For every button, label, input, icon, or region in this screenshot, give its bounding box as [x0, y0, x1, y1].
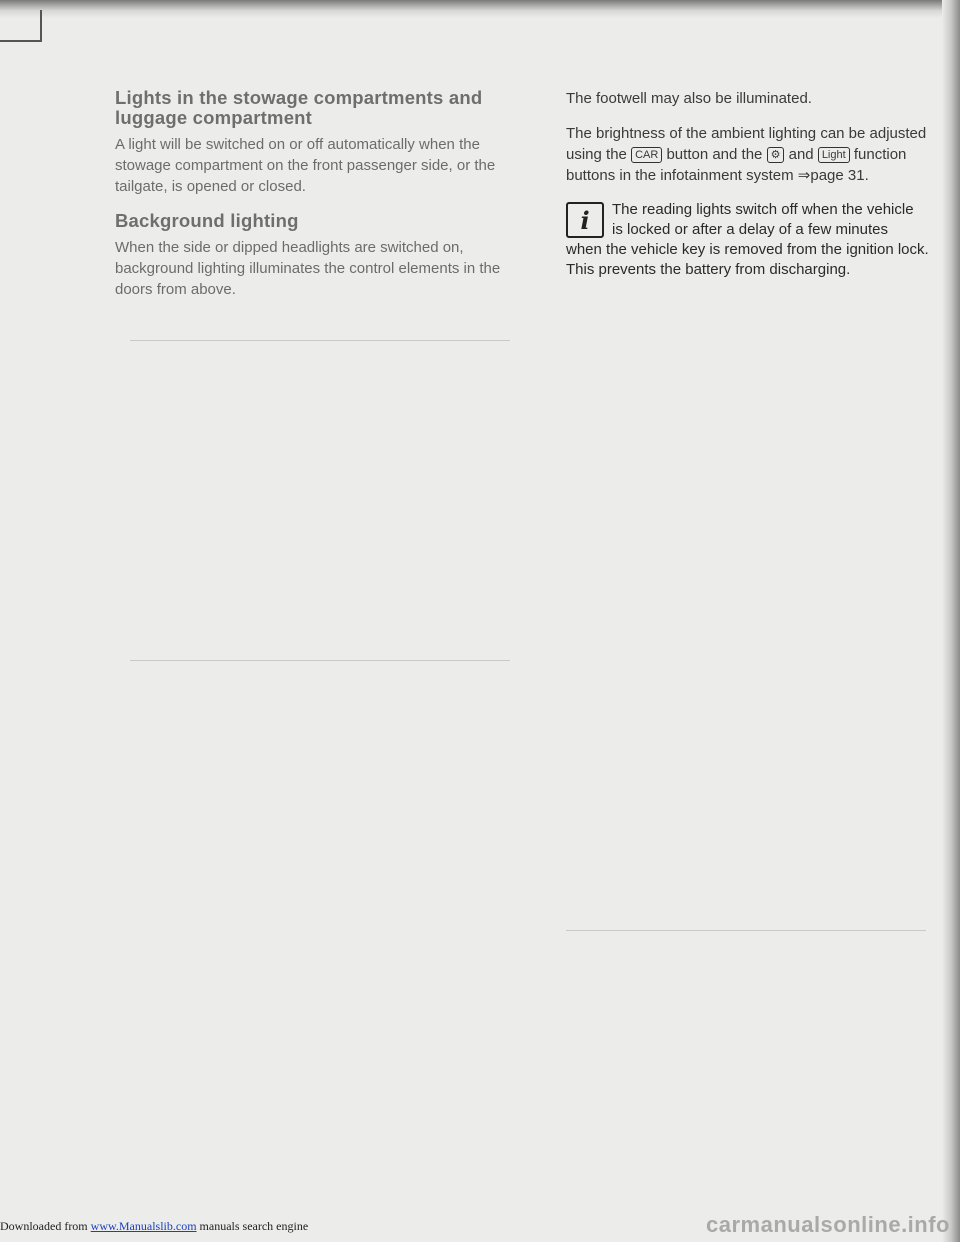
- paragraph: A light will be switched on or off automatically when the stowage compartment on the front passenger side, or the tailgate, is opened or closed.: [115, 136, 496, 195]
- text-fragment: The brightness of the ambient lighting can be adjusted using the: [566, 125, 927, 163]
- section-heading: Background lighting: [115, 210, 299, 231]
- manualslib-link[interactable]: www.Manualslib.com: [90, 1219, 197, 1233]
- footer-prefix: Downloaded from: [0, 1219, 88, 1233]
- paragraph: The footwell may also be illuminated.: [566, 90, 812, 107]
- info-icon: i: [566, 202, 604, 238]
- text-fragment: function buttons in the infotainment system: [566, 146, 907, 184]
- watermark: carmanualsonline.info: [706, 1212, 950, 1237]
- paragraph-ambient-lighting: [566, 123, 938, 186]
- download-footer: [0, 1219, 308, 1234]
- light-button-icon: Light: [818, 147, 850, 163]
- right-column: [566, 88, 938, 280]
- scan-right-edge: [942, 0, 960, 1242]
- section-heading: Lights in the stowage compartments and luggage compartment: [115, 87, 483, 128]
- text-fragment: and: [788, 146, 814, 163]
- car-button-icon: CAR: [631, 147, 662, 163]
- page-reference: ⇒page 31.: [797, 167, 869, 184]
- settings-button-icon: ⚙: [767, 147, 785, 163]
- paragraph: When the side or dipped headlights are switched on, background lighting illuminates the control elements in the doors from above.: [115, 239, 501, 298]
- info-note: [566, 200, 938, 280]
- bleed-rule: [130, 660, 510, 661]
- bleed-rule: [566, 930, 926, 931]
- scan-corner-mark: [0, 10, 42, 42]
- text-fragment: button and the: [666, 146, 763, 163]
- footer-suffix: manuals search engine: [199, 1219, 309, 1233]
- scan-top-edge: [0, 0, 960, 18]
- left-column: [115, 88, 525, 300]
- note-line: The reading lights switch off when the vehicle: [612, 201, 914, 218]
- note-text: when the vehicle key is removed from the ignition lock. This prevents the battery from discharging.: [566, 241, 929, 278]
- note-line: is locked or after a delay of a few minutes: [612, 221, 888, 238]
- bleed-rule: [130, 340, 510, 341]
